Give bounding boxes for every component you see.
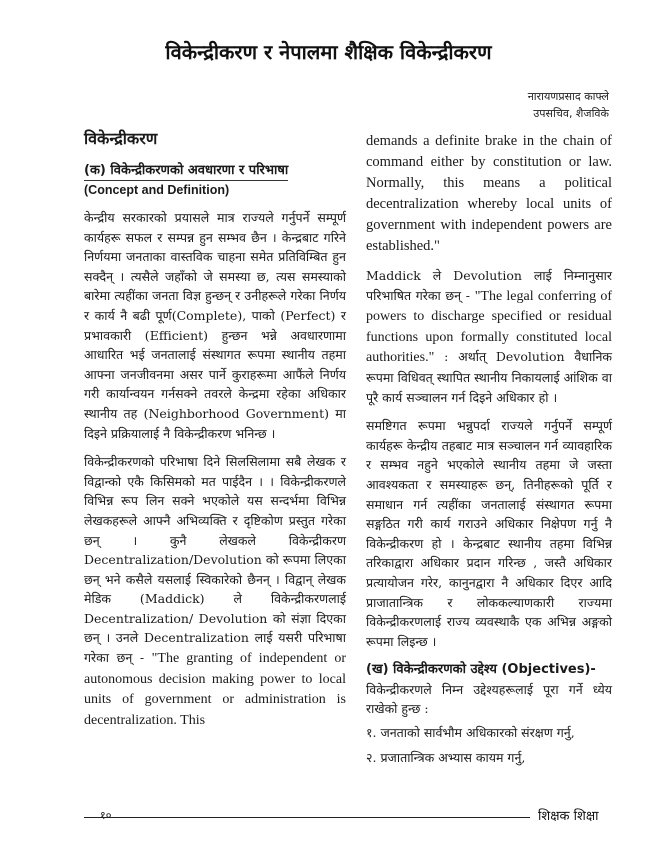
- objectives-heading: (ख) विकेन्द्रीकरणको उद्देश्य (Objectives)-: [366, 662, 596, 678]
- right-column: [366, 131, 612, 772]
- author-name: नारायणप्रसाद काफ्ले: [527, 90, 609, 103]
- author-block: [528, 88, 609, 122]
- paragraph-concept: केन्द्रीय सरकारको प्रयासले मात्र राज्यले गर्नुपर्ने सम्पूर्ण कार्यहरू सफल र सम्पन्न हुन सम्भव छैन । केन्द्रबाट गरिने निर्णयमा जनताका वास्तविक चाहना समेत प्रतिविम्बित हुन सक्दैन् । त्यसैले जहाँको जे समस्या छ, त्यस समस्याको बारेमा त्यहींका जनता विज्ञ हुन्छन् र उनीहरूले गरेका निर्णय र कार्य नै बढी पूर्ण(Complete), पाको (Perfect) र प्रभावकारी (Efficient) हुन्छन भन्ने अवधारणामा आधारित भई जनतालाई संस्थागत रूपमा स्थानीय तहमा आफ्ना जनजीवनमा असर पार्ने कुराहरूमा आफैंले निर्णय गरी कार्यान्वयन गर्नसक्ने तवरले केन्द्रमा रहेका अधिकार स्थानीय तह (Neighborhood Government) मा दिइने प्रक्रियालाई नै विकेन्द्रीकरण भनिन्छ ।: [84, 210, 346, 441]
- section-heading: विकेन्द्रीकरण: [84, 129, 158, 148]
- quote-continuation: demands a definite brake in the chain of command either by constitution or law. Normally, this means a political decentralization whereby local units of government with independent powers are established.": [366, 133, 612, 254]
- page-title: विकेन्द्रीकरण र नेपालमा शैक्षिक विकेन्द्रीकरण: [165, 40, 492, 64]
- devolution-lead: Maddick ले Devolution लाई निम्नानुसार परिभाषित गरेका छन् -: [366, 268, 612, 303]
- page-number: १०: [100, 809, 112, 822]
- footer-rule: [84, 817, 530, 818]
- objective-item: १. जनताको सार्वभौम अधिकारको संरक्षण गर्नु,: [366, 725, 575, 741]
- objectives-list: [366, 723, 612, 767]
- author-designation: उपसचिव, शैजविके: [533, 107, 609, 120]
- paragraph-summary: समष्टिगत रूपमा भन्नुपर्दा राज्यले गर्नुपर्ने सम्पूर्ण कार्यहरू केन्द्रीय तहबाट मात्र सञ्चालन गर्न व्यावहारिक र सम्भव नहुने भएकोले स्थानीय तहमा जे जस्ता आवश्यकता र समस्याहरू छन्, तिनीहरूको पूर्ति र समाधान गर्न त्यहींका जनतालाई संस्थागत रूपमा सङ्गठित गरी कार्य गराउने अधिकार निक्षेपण गर्नु नै विकेन्द्रीकरण हो । केन्द्रबाट स्थानीय तहमा विभिन्न तरिकाद्वारा अधिकार प्रदान गरिन्छ , जस्तै अधिकार प्रत्यायोजन गरेर, कानुनद्वारा नै अधिकार दिएर आदि प्राजातान्त्रिक र लोककल्याणकारी राज्यमा विकेन्द्रीकरणलाई राज्य व्यवस्थाकै एक अभिन्न अङ्गको रूपमा लिइन्छ ।: [366, 418, 612, 649]
- paragraph-devolution: [366, 266, 612, 407]
- objectives-intro: विकेन्द्रीकरणले निम्न उद्देश्यहरूलाई पूरा गर्ने ध्येय राखेको हुन्छ :: [366, 681, 612, 717]
- sub-heading-concept-en: (Concept and Definition): [84, 183, 230, 197]
- paragraph-definition: [84, 452, 346, 730]
- maddick-quote: "The granting of independent or autonomous decision making power to local units of government or administration is decentralization. This: [84, 651, 346, 728]
- left-column: [84, 128, 346, 739]
- journal-name: शिक्षक शिक्षा: [538, 809, 599, 824]
- objective-item: २. प्रजातान्त्रिक अभ्यास कायम गर्नु,: [366, 749, 526, 765]
- sub-heading-concept: (क) विकेन्द्रीकरणको अवधारणा र परिभाषा: [84, 161, 288, 181]
- devolution-tail: : अर्थात् Devolution वैधानिक रूपमा विधिवत् स्थापित स्थानीय निकायलाई आंशिक वा पूरै कार्य सञ्चालन गर्न दिइने अधिकार हो ।: [366, 349, 612, 405]
- devolution-quote: "The legal conferring of powers to discharge specified or residual functions upon formally constituted local authorities.": [366, 288, 612, 366]
- definition-text: विकेन्द्रीकरणको परिभाषा दिने सिलसिलामा सबै लेखक र विद्वान्को एकै किसिमको मत पाईदैन । । विकेन्द्रीकरणले विभिन्न रूप लिन सक्ने भएकोले यस सन्दर्भमा विभिन्न लेखकहरूले आफ्नै अभिव्यक्ति र दृष्टिकोण प्रस्तुत गरेका छन् । कुनै लेखकले विकेन्द्रीकरण Decentralization/Devolution को रूपमा लिएका छन् भने कसैले यसलाई स्विकारेको छैनन् । विद्वान् लेखक मेडिक (Maddick) ले विकेन्द्रीकरणलाई Decentralization/ Devolution को संज्ञा दिएका छन् । उनले Decentralization लाई यसरी परिभाषा गरेका छन् -: [84, 454, 346, 666]
